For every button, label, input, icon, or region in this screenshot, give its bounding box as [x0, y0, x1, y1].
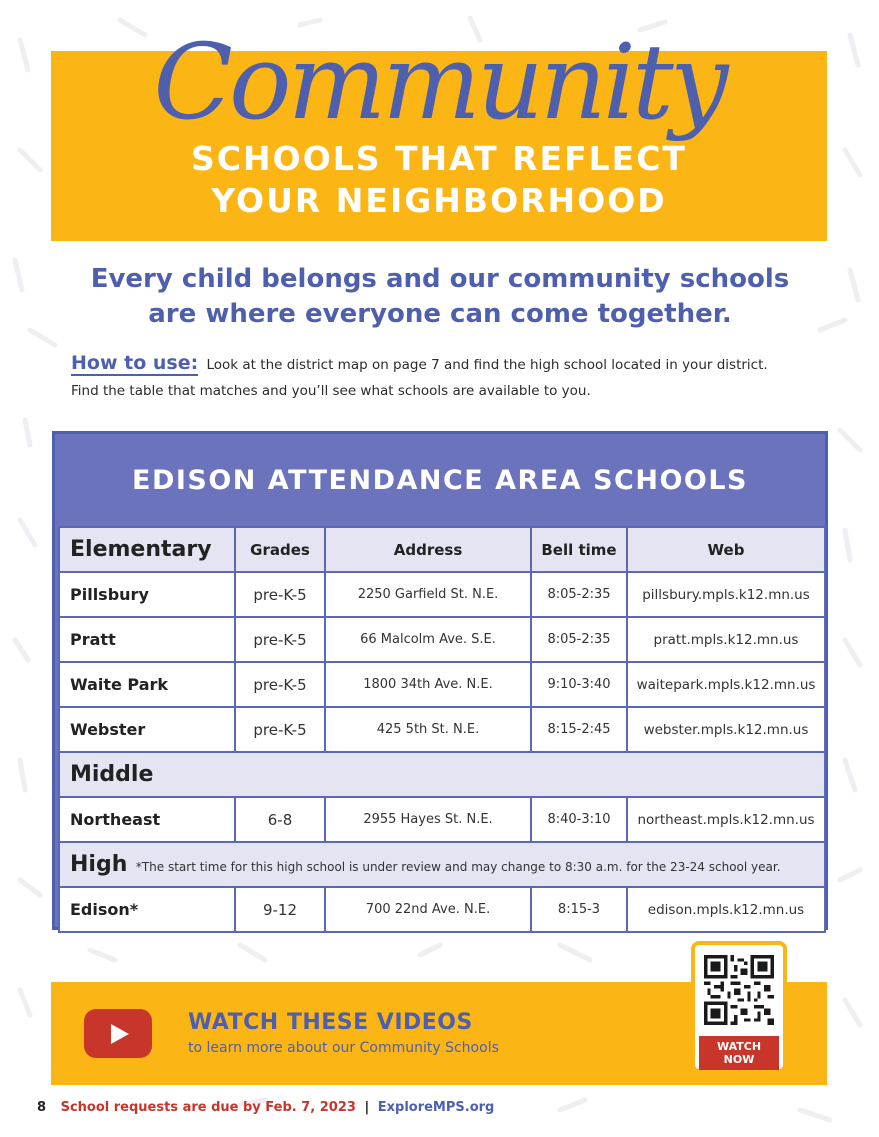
elementary-heading: Elementary — [59, 527, 235, 572]
school-web-link[interactable]: pillsbury.mpls.k12.mn.us — [627, 572, 825, 617]
how-to-use — [71, 350, 831, 404]
how-to-text1: Look at the district map on page 7 and find the high school located in your district. — [206, 357, 768, 373]
high-heading: High — [70, 852, 128, 877]
schools-table — [58, 526, 826, 933]
svg-text:Community: Community — [153, 21, 725, 143]
school-bell-time: 8:40-3:10 — [531, 797, 627, 842]
school-web-link[interactable]: webster.mpls.k12.mn.us — [627, 707, 825, 752]
grades-heading: Grades — [235, 527, 325, 572]
banner-subtitle-line1: SCHOOLS THAT REFLECT — [191, 139, 687, 178]
watch-now-button[interactable] — [699, 1036, 779, 1070]
web-heading: Web — [627, 527, 825, 572]
tagline-line1: Every child belongs and our community schools — [90, 264, 790, 294]
school-bell-time: 8:15-2:45 — [531, 707, 627, 752]
school-address: 2955 Hayes St. N.E. — [325, 797, 531, 842]
table-row — [59, 617, 825, 662]
deadline-notice: School requests are due by Feb. 7, 2023 — [60, 1100, 356, 1115]
school-address: 1800 34th Ave. N.E. — [325, 662, 531, 707]
footer-separator: | — [364, 1100, 370, 1115]
school-name: Pillsbury — [59, 572, 235, 617]
school-name: Pratt — [59, 617, 235, 662]
qr-code-card[interactable] — [691, 941, 787, 1073]
school-bell-time: 8:15-3 — [531, 887, 627, 932]
school-address: 2250 Garfield St. N.E. — [325, 572, 531, 617]
videos-subtitle: to learn more about our Community Schools — [188, 1040, 499, 1056]
school-grades: pre-K-5 — [235, 707, 325, 752]
school-grades: 9-12 — [235, 887, 325, 932]
bell-heading: Bell time — [531, 527, 627, 572]
how-to-label: How to use: — [71, 352, 199, 374]
school-name: Waite Park — [59, 662, 235, 707]
table-row — [59, 797, 825, 842]
school-bell-time: 8:05-2:35 — [531, 617, 627, 662]
address-heading: Address — [325, 527, 531, 572]
watch-now-line2: NOW — [723, 1053, 755, 1066]
school-web-link[interactable]: waitepark.mpls.k12.mn.us — [627, 662, 825, 707]
school-name: Northeast — [59, 797, 235, 842]
school-address: 700 22nd Ave. N.E. — [325, 887, 531, 932]
videos-title: WATCH THESE VIDEOS — [188, 1010, 473, 1035]
middle-section-row — [59, 752, 825, 797]
school-address: 66 Malcolm Ave. S.E. — [325, 617, 531, 662]
youtube-play-icon[interactable] — [84, 1009, 152, 1058]
site-link[interactable]: ExploreMPS.org — [377, 1100, 495, 1115]
school-grades: 6-8 — [235, 797, 325, 842]
table-row — [59, 662, 825, 707]
school-name: Edison* — [59, 887, 235, 932]
page-number: 8 — [37, 1100, 47, 1115]
community-script-title — [0, 8, 879, 158]
page-footer — [37, 1100, 494, 1115]
tagline — [40, 262, 840, 332]
school-name: Webster — [59, 707, 235, 752]
qr-code-icon — [704, 955, 774, 1025]
school-grades: pre-K-5 — [235, 617, 325, 662]
school-grades: pre-K-5 — [235, 662, 325, 707]
school-web-link[interactable]: northeast.mpls.k12.mn.us — [627, 797, 825, 842]
middle-heading: Middle — [70, 762, 154, 787]
watch-now-line1: WATCH — [716, 1040, 762, 1053]
school-bell-time: 8:05-2:35 — [531, 572, 627, 617]
attendance-table-card — [52, 431, 828, 930]
tagline-line2: are where everyone can come together. — [148, 299, 732, 329]
table-row — [59, 572, 825, 617]
school-grades: pre-K-5 — [235, 572, 325, 617]
high-section-row — [59, 842, 825, 887]
how-to-text2: Find the table that matches and you’ll see what schools are available to you. — [71, 383, 591, 399]
school-web-link[interactable]: pratt.mpls.k12.mn.us — [627, 617, 825, 662]
table-row — [59, 707, 825, 752]
table-row — [59, 887, 825, 932]
table-header-row — [59, 527, 825, 572]
table-title: EDISON ATTENDANCE AREA SCHOOLS — [132, 464, 748, 496]
high-start-time-note: *The start time for this high school is under review and may change to 8:30 a.m. for the 23-24 school year. — [135, 860, 781, 874]
school-web-link[interactable]: edison.mpls.k12.mn.us — [627, 887, 825, 932]
school-address: 425 5th St. N.E. — [325, 707, 531, 752]
banner-subtitle-line2: YOUR NEIGHBORHOOD — [211, 181, 667, 220]
school-bell-time: 9:10-3:40 — [531, 662, 627, 707]
